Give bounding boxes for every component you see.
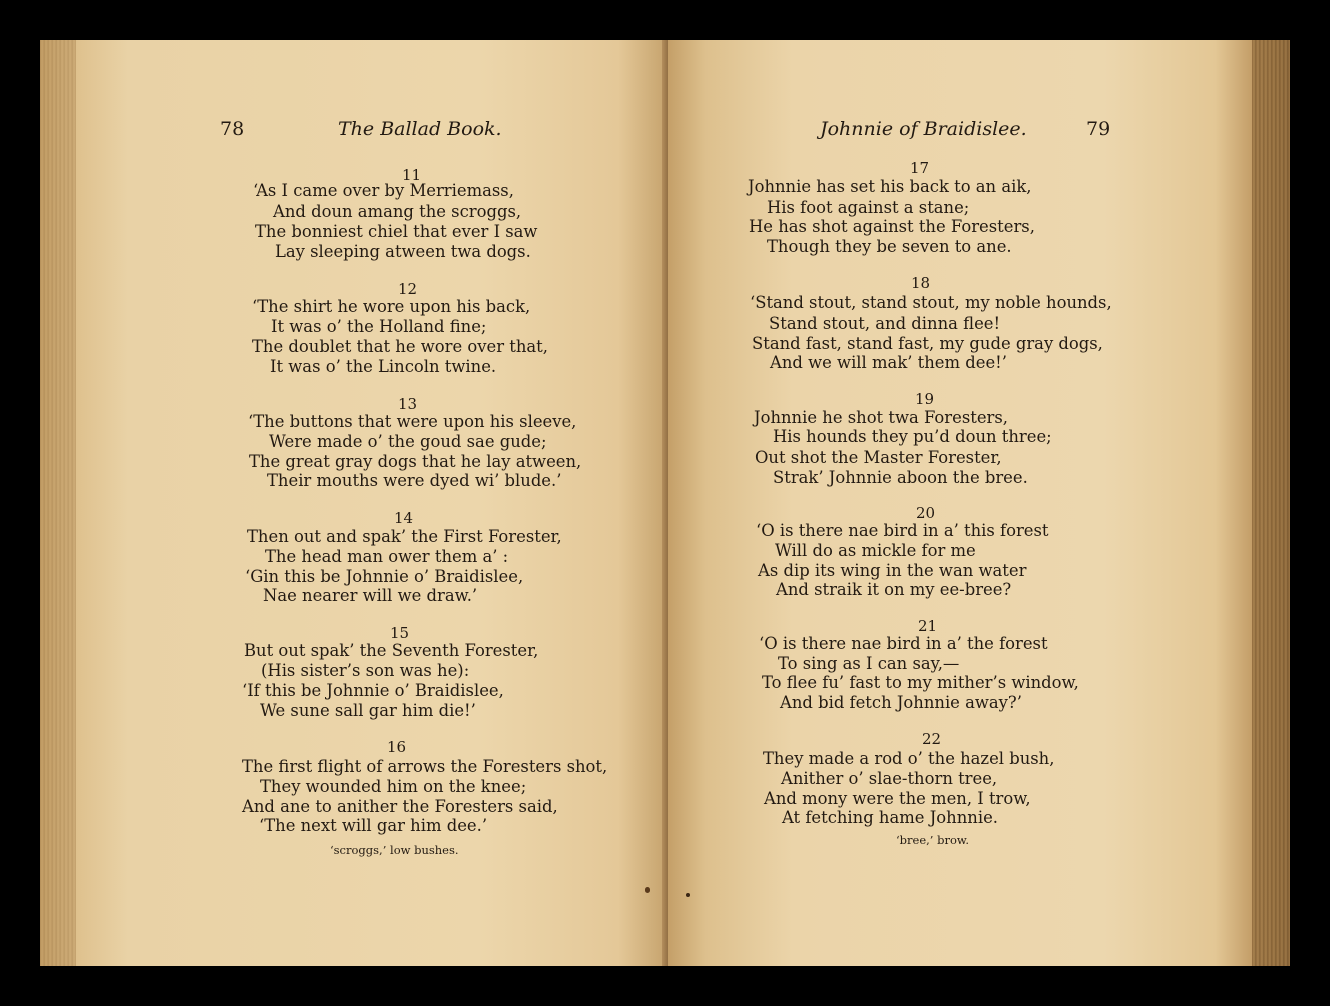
verse-line: And bid fetch Johnnie away?’ [780,693,1022,712]
verse-line: ‘If this be Johnnie o’ Braidislee, [242,681,504,700]
running-head: Johnnie of Braidislee. [820,118,1027,140]
page-edges-right [1252,40,1290,966]
verse-line: Though they be seven to ane. [767,237,1012,256]
verse-line: It was o’ the Lincoln twine. [270,357,497,376]
verse-line: Then out and spak’ the First Forester, [247,527,562,546]
verse-line: ‘O is there nae bird in a’ the forest [759,634,1048,653]
verse-line: Johnnie he shot twa Foresters, [754,408,1008,427]
stanza-number: 17 [910,159,930,177]
verse-line: The doublet that he wore over that, [252,337,548,356]
stanza-number: 16 [387,738,407,756]
verse-line: Nae nearer will we draw.’ [263,586,478,605]
stanza-number: 14 [394,509,414,527]
verse-line: But out spak’ the Seventh Forester, [244,641,539,660]
verse-line: ‘The buttons that were upon his sleeve, [248,412,577,431]
verse-line: To sing as I can say,— [778,654,960,673]
verse-line: And we will mak’ them dee!’ [770,353,1007,372]
verse-line: Were made o’ the goud sae gude; [269,432,547,451]
verse-line: Stand fast, stand fast, my gude gray dogs, [752,334,1103,353]
verse-line: Stand stout, and dinna flee! [769,314,1001,333]
page-edges-left [40,40,76,966]
verse-line: We sune sall gar him die!’ [260,701,476,720]
verse-line: They made a rod o’ the hazel bush, [763,749,1055,768]
stanza-number: 15 [390,624,410,642]
stain-spot [686,893,690,897]
verse-line: Lay sleeping atween twa dogs. [275,242,531,261]
verse-line: They wounded him on the knee; [260,777,527,796]
page-number: 79 [1086,118,1111,140]
right-page [668,40,1290,966]
verse-line: At fetching hame Johnnie. [782,808,998,827]
page-number: 78 [220,118,245,140]
verse-line: Will do as mickle for me [775,541,976,560]
footnote: ‘scroggs,’ low bushes. [330,843,459,857]
verse-line: The head man ower them a’ : [265,547,509,566]
stanza-number: 22 [922,730,942,748]
verse-line: And doun amang the scroggs, [273,202,522,221]
verse-line: The bonniest chiel that ever I saw [255,222,538,241]
stanza-number: 11 [402,166,422,184]
stanza-number: 21 [918,617,938,635]
stanza-number: 19 [915,390,935,408]
stanza-number: 13 [398,395,418,413]
verse-line: ‘Gin this be Johnnie o’ Braidislee, [245,567,524,586]
footnote: ‘bree,’ brow. [896,833,970,847]
verse-line: And straik it on my ee-bree? [776,580,1012,599]
verse-line: As dip its wing in the wan water [758,561,1027,580]
open-book [40,40,1290,966]
verse-line: ‘As I came over by Merriemass, [253,181,514,200]
verse-line: His hounds they pu’d doun three; [773,427,1052,446]
verse-line: Johnnie has set his back to an aik, [748,177,1032,196]
verse-line: And mony were the men, I trow, [764,789,1031,808]
verse-line: And ane to anither the Foresters said, [242,797,558,816]
stanza-number: 20 [916,504,936,522]
verse-line: Anither o’ slae-thorn tree, [781,769,998,788]
running-head: The Ballad Book. [338,118,502,140]
verse-line: To flee fu’ fast to my mither’s window, [762,673,1079,692]
verse-line: The first flight of arrows the Foresters shot, [242,757,608,776]
verse-line: Out shot the Master Forester, [755,448,1002,467]
verse-line: He has shot against the Foresters, [749,217,1035,236]
verse-line: ‘Stand stout, stand stout, my noble hounds, [750,293,1112,312]
stain-spot [645,887,650,893]
verse-line: (His sister’s son was he): [261,661,470,680]
verse-line: ‘O is there nae bird in a’ this forest [756,521,1049,540]
stanza-number: 18 [911,274,931,292]
stanza-number: 12 [398,280,418,298]
verse-line: The great gray dogs that he lay atween, [249,452,582,471]
verse-line: It was o’ the Holland fine; [271,317,487,336]
verse-line: ‘The shirt he wore upon his back, [252,297,531,316]
verse-line: His foot against a stane; [767,198,970,217]
verse-line: ‘The next will gar him dee.’ [259,816,488,835]
verse-line: Strak’ Johnnie aboon the bree. [773,468,1028,487]
left-page [40,40,668,966]
verse-line: Their mouths were dyed wi’ blude.’ [267,471,562,490]
